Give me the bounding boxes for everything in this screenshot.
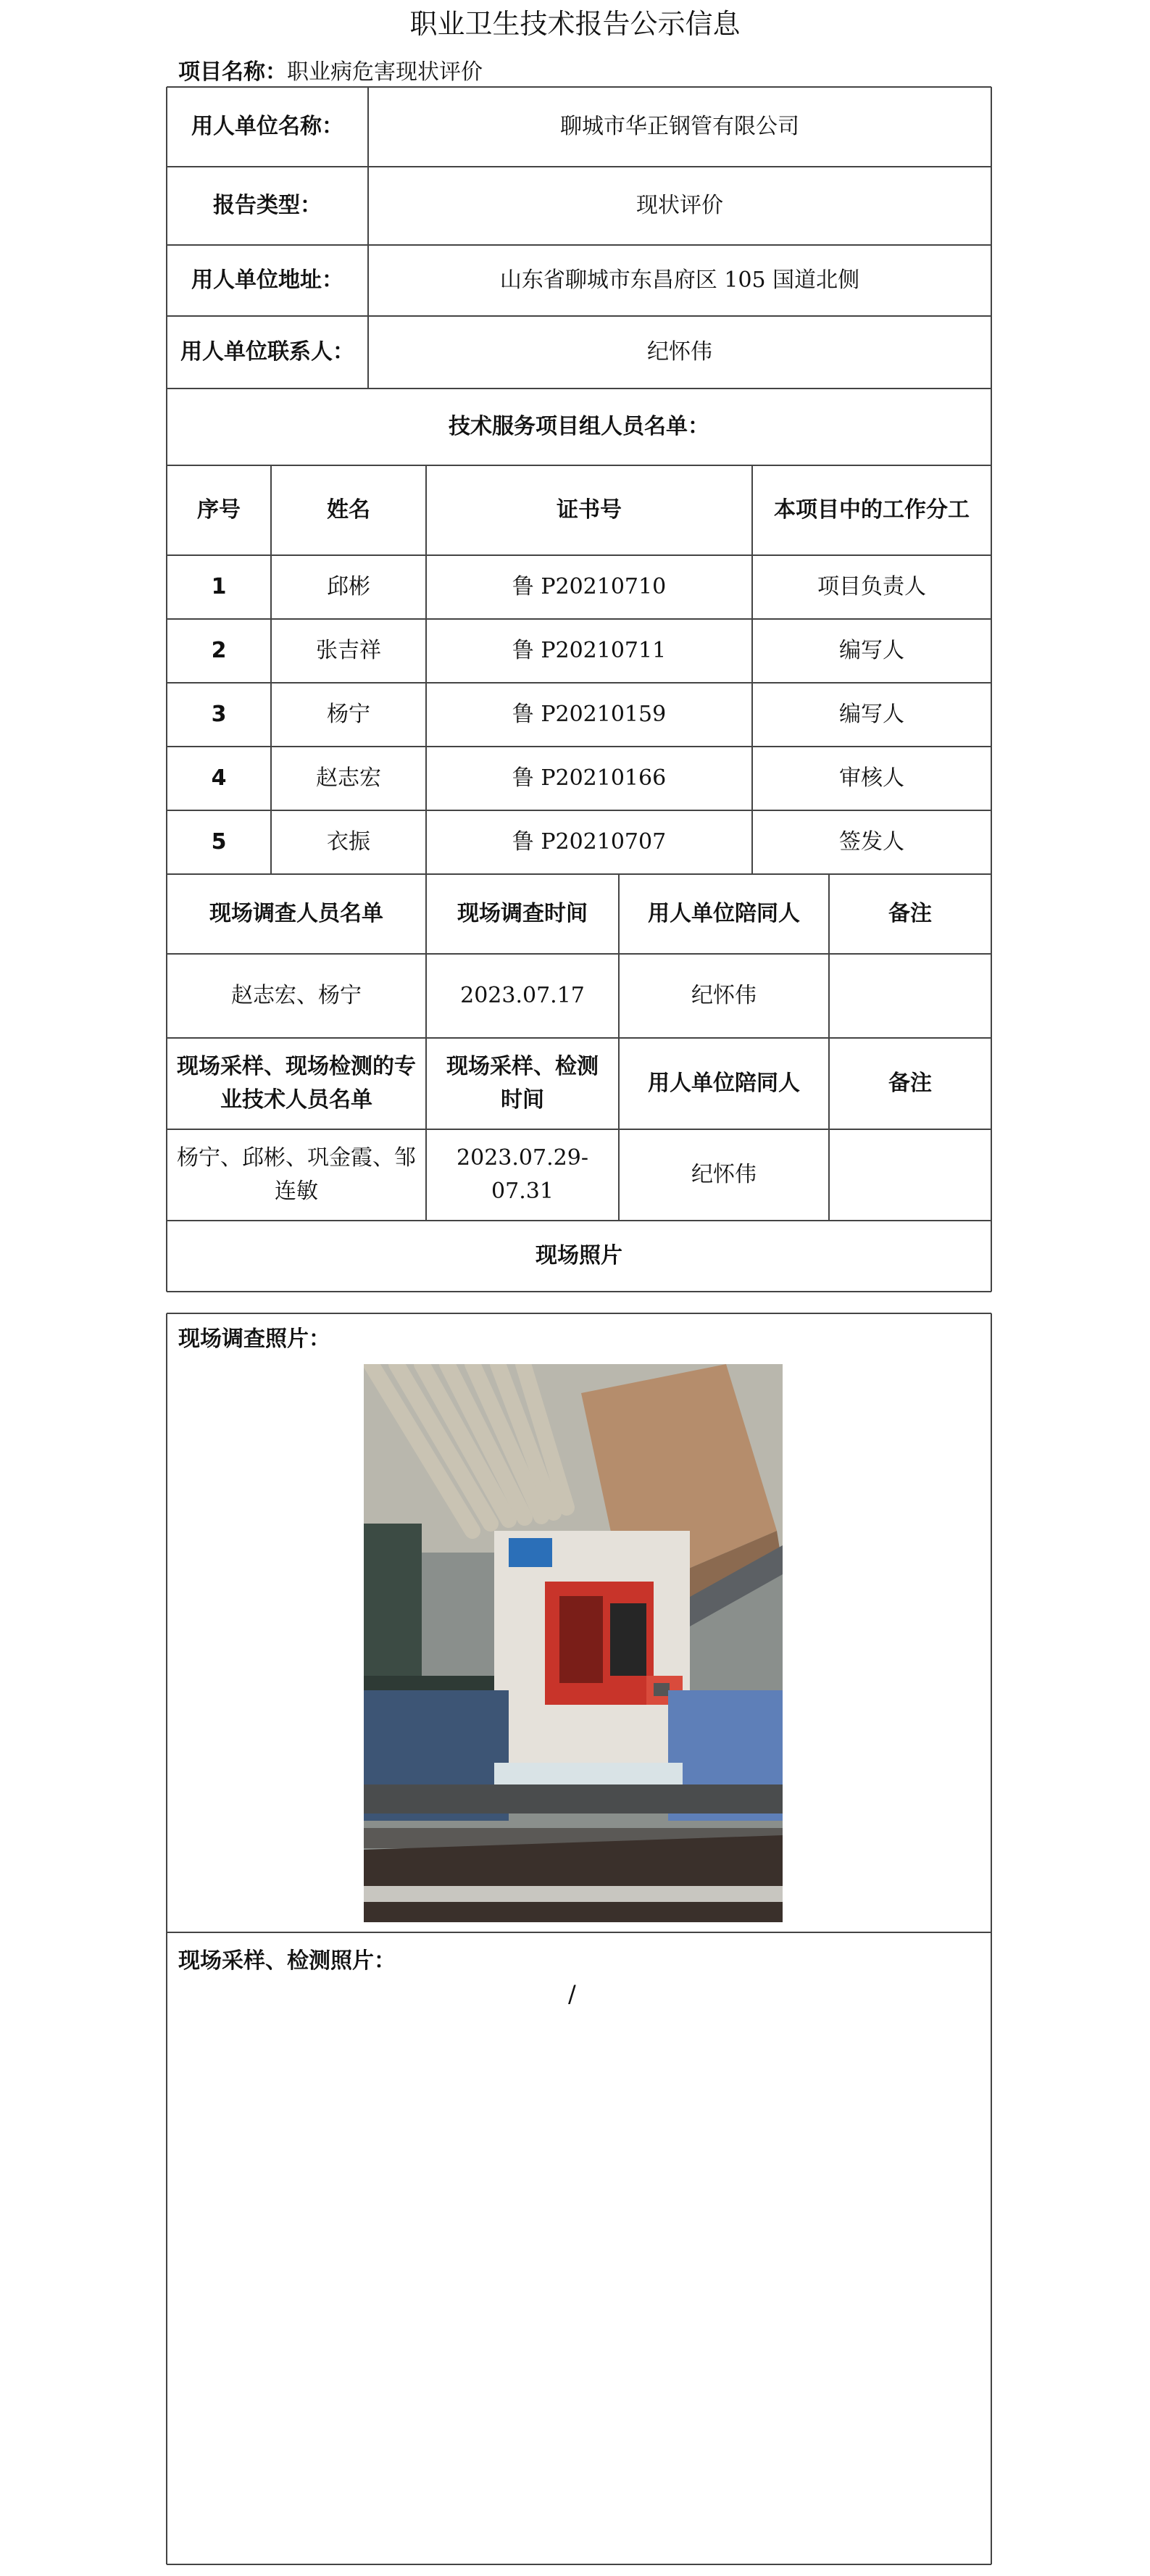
- team-row-name: 衣振: [327, 828, 370, 855]
- team-row-index: 4: [211, 765, 227, 791]
- info-label: 用人单位联系人：: [180, 338, 354, 365]
- info-label: 用人单位地址：: [191, 267, 343, 293]
- team-row-name: 邱彬: [327, 573, 370, 599]
- team-header: 序号: [197, 496, 241, 523]
- team-row-index: 3: [211, 701, 227, 727]
- photos-table: [167, 1313, 991, 2564]
- info-value: 现状评价: [636, 192, 723, 218]
- info-value: 山东省聊城市东昌府区 105 国道北侧: [499, 267, 860, 293]
- sampling-header: 现场采样、现场检测的专业技术人员名单: [177, 1053, 416, 1113]
- team-row-index: 2: [211, 637, 227, 663]
- team-row-index: 1: [211, 573, 227, 599]
- survey-staff: 赵志宏、杨宁: [231, 982, 362, 1008]
- survey-header: 现场调查人员名单: [209, 900, 383, 926]
- sampling-remark: [829, 1129, 991, 1221]
- team-row-index: 5: [211, 828, 227, 855]
- sampling-photo-label: 现场采样、检测照片：: [178, 1948, 396, 1974]
- team-row-name: 杨宁: [327, 701, 370, 727]
- site-survey-photo: [364, 1364, 783, 1922]
- team-row-name: 赵志宏: [316, 765, 381, 791]
- survey-header: 用人单位陪同人: [648, 900, 800, 926]
- survey-header: 备注: [888, 900, 932, 926]
- sampling-staff: 杨宁、邱彬、巩金霞、邹连敏: [177, 1144, 416, 1204]
- info-label: 用人单位名称：: [191, 113, 343, 139]
- team-row-certificate: 鲁 P20210707: [512, 828, 667, 855]
- page-title: 职业卫生技术报告公示信息: [409, 8, 741, 40]
- team-row-name: 张吉祥: [316, 637, 381, 663]
- team-row-role: 签发人: [839, 828, 904, 855]
- team-row-certificate: 鲁 P20210710: [512, 573, 667, 599]
- info-label: 报告类型：: [213, 192, 322, 218]
- sampling-date: 2023.07.29-07.31: [457, 1144, 588, 1204]
- project-name: [178, 54, 483, 86]
- team-row-certificate: 鲁 P20210159: [512, 701, 667, 727]
- info-value: 纪怀伟: [647, 338, 712, 365]
- survey-remark: [829, 954, 991, 1038]
- sampling-header: 现场采样、检测时间: [446, 1053, 599, 1113]
- sampling-escort: 纪怀伟: [691, 1161, 757, 1187]
- team-section-title: 技术服务项目组人员名单：: [449, 413, 709, 439]
- team-row-certificate: 鲁 P20210711: [512, 637, 667, 663]
- info-value: 聊城市华正钢管有限公司: [560, 113, 799, 139]
- project-name-label: 项目名称：: [178, 59, 287, 85]
- team-row-role: 项目负责人: [817, 573, 926, 599]
- team-row-role: 编写人: [839, 701, 904, 727]
- project-name-value: 职业病危害现状评价: [287, 59, 483, 85]
- survey-date: 2023.07.17: [460, 982, 585, 1008]
- report-info-table: [167, 87, 991, 1292]
- sampling-header: 用人单位陪同人: [648, 1070, 800, 1096]
- team-row-role: 审核人: [839, 765, 904, 791]
- team-header: 姓名: [327, 496, 370, 523]
- team-row-role: 编写人: [839, 637, 904, 663]
- sampling-photo-placeholder: /: [568, 1980, 576, 2008]
- photos-heading: 现场照片: [536, 1242, 622, 1268]
- survey-header: 现场调查时间: [457, 900, 588, 926]
- sampling-header: 备注: [888, 1070, 932, 1096]
- team-header: 本项目中的工作分工: [774, 496, 970, 523]
- survey-photo-label: 现场调查照片：: [178, 1326, 330, 1352]
- team-row-certificate: 鲁 P20210166: [512, 765, 667, 791]
- survey-escort: 纪怀伟: [691, 982, 757, 1008]
- team-header: 证书号: [557, 496, 622, 523]
